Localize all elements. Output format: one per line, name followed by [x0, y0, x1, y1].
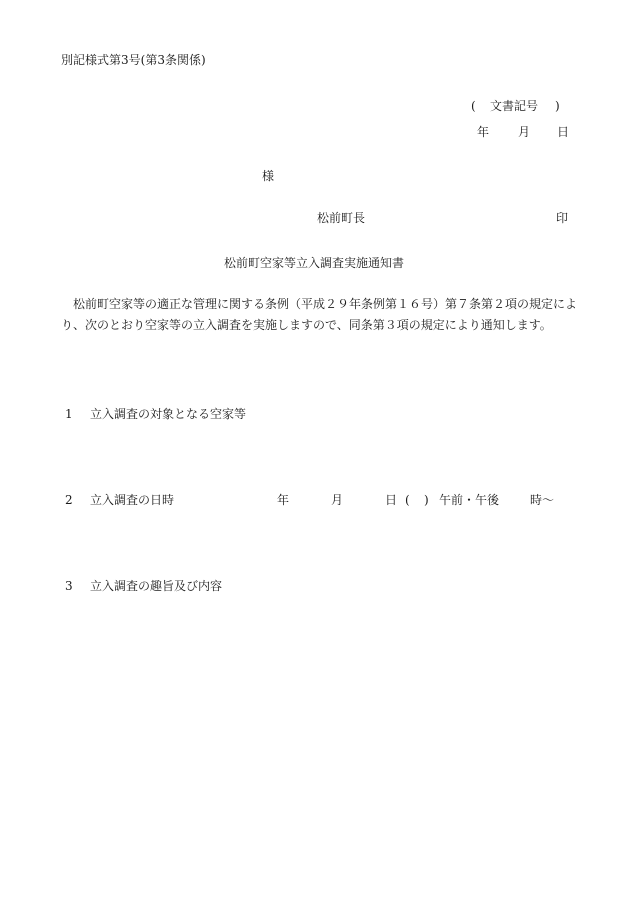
- issue-date-day: 日: [557, 125, 570, 139]
- schedule-year: 年: [277, 493, 290, 507]
- schedule-weekday-open-paren: (: [405, 493, 410, 507]
- schedule-am-pm: 午前・午後: [439, 493, 500, 507]
- addressee-suffix: 様: [262, 169, 275, 183]
- schedule-time: 時～: [530, 493, 555, 507]
- item-label-purpose: 立入調査の趣旨及び内容: [90, 579, 223, 593]
- doc-number-open-paren: (: [471, 99, 476, 113]
- item-label-datetime: 立入調査の日時: [90, 493, 175, 507]
- notice-body: [61, 294, 581, 336]
- item-number-1: 1: [65, 407, 73, 421]
- schedule-weekday-close-paren: ): [424, 493, 429, 507]
- item-number-2: 2: [65, 493, 73, 507]
- issue-date-month: 月: [518, 125, 531, 139]
- schedule-month: 月: [331, 493, 344, 507]
- item-label-target-property: 立入調査の対象となる空家等: [90, 407, 247, 421]
- issuer-title: 松前町長: [317, 211, 366, 225]
- schedule-day: 日: [385, 493, 398, 507]
- item-number-3: 3: [65, 579, 73, 593]
- document-title: 松前町空家等立入調査実施通知書: [224, 256, 405, 270]
- issue-date-year: 年: [477, 125, 490, 139]
- form-number: 別記様式第3号(第3条関係): [61, 53, 206, 67]
- seal-mark: 印: [556, 211, 569, 225]
- doc-number-label: 文書記号: [490, 99, 539, 113]
- doc-number-close-paren: ): [555, 99, 560, 113]
- notice-body-text: 松前町空家等の適正な管理に関する条例（平成２９年条例第１６号）第７条第２項の規定により、次のとおり空家等の立入調査を実施しますので、同条第３項の規定により通知します。: [61, 297, 578, 332]
